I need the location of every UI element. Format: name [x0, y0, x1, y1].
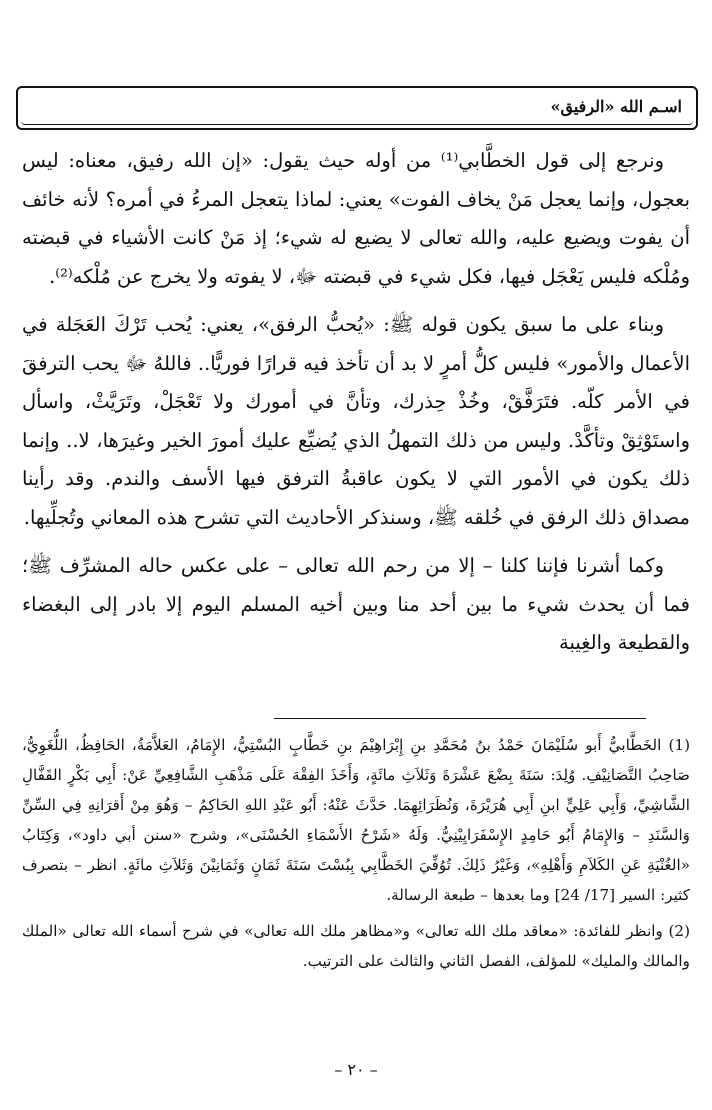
main-text	[22, 142, 690, 663]
paragraph: وبناء على ما سبق يكون قوله ﷺ: «يُحبُّ الرفق»، يعني: يُحب تَرْكَ العَجَلة في الأعمال والأمور» فليس كلُّ أمرٍ لا بد أن تأخذ فيه قرارًا فوريًّا.. فاللهُ ﷻ يحب الترفقَ في الأمر كلّه. فتَرَفَّقْ، وخُذْ حِذرك، وتأنَّ في أمورك ولا تَعْجَلْ، وتَرَيَّثْ، واسأل واستَوْثِقْ وتأكَّدْ. وليس من ذلك التمهلُ الذي يُضيِّع عليك أمورَ الخير وغيرَها، لا.. وإنما ذلك يكون في الأمور التي لا يكون عاقبةُ الترفق فيها الأسف والندم. وقد رأينا مصداق ذلك الرفق في خُلقه ﷺ، وسنذكر الأحاديث التي تشرح هذه المعاني وتُجلِّيها.	[22, 313, 690, 529]
footnotes	[22, 730, 690, 976]
running-header-frame	[16, 86, 698, 130]
footnote-2: (2) وانظر للفائدة: «معاقد ملك الله تعالى» و«مظاهر ملك الله تعالى» في شرح أسماء الله تعالى «الملك والمالك والمليك» للمؤلف، الفصل الثاني والثالث على الترتيب.	[22, 922, 690, 970]
footnote-separator	[274, 718, 646, 719]
page-number: – ٢٠ –	[334, 1060, 378, 1079]
running-title: اسـم الله «الرفيق»	[550, 97, 682, 116]
footnote-1: (1) الخَطَّابيُّ أَبو سُلَيْمَانَ حَمْدُ بنُ مُحَمَّدِ بنِ إِبْرَاهِيْمَ بنِ خَطَّابٍ البُسْتِيُّ، الإِمَامُ، العَلاَّمَةُ، الحَافِظُ، اللُّغَوِيُّ، صَاحِبُ التَّصَانِيْفِ. وُلِدَ: سَنَةَ بِضْعَ عَشْرَةَ وَثَلاَثِ مائَةٍ، وَأَخَذَ الفِقْهَ عَلَى مَذْهَبِ الشَّافِعِيِّ عَنْ: أَبِي بَكْرٍ القَفَّالِ الشَّاشِيِّ، وَأَبِي عَلِيٍّ ابنِ أَبِي هُرَيْرَةَ، وَنُظَرَائِهِمَا. حَدَّثَ عَنْهُ: أَبُو عَبْدِ اللهِ الحَاكِمُ – وَهُوَ مِنْ أَقرَانِهِ فِي السِّنِّ وَالسَّنَدِ – وَالإِمَامُ أَبُو حَامِدٍ الإِسْفَرَايِيْنِيُّ. وَلَهُ «شَرْحُ الأَسْمَاءِ الحُسْنَى»، وشرح «سنن أبي داود»، وَكِتَابُ «الغُنْيَةِ عَنِ الكَلاَمِ وَأَهْلِهِ»، وَغَيْرُ ذَلِكَ. تُوُفِّيَ الخَطَّابِي بِبُسْتَ سَنَةَ ثَمَانٍ وَثَمَانِيْنَ وَثَلاَثِ مائَةٍ. انظر – بتصرف كثير: السير [17/ 24] وما بعدها – طبعة الرسالة.	[22, 736, 690, 904]
paragraph: ونرجع إلى قول الخطَّابي⁽¹⁾ من أوله حيث يقول: «إن الله رفيق، معناه: ليس بعجول، وإنما يعجل مَنْ يخاف الفوت» يعني: لماذا يتعجل المرءُ في أمره؟ لأنه خائف أن يفوت ويضيع عليه، والله تعالى لا يضيع له شيء؛ إذ مَنْ كانت الأشياء في قبضته ومُلْكه فليس يَعْجَل فيها، فكل شيء في قبضته ﷻ، لا يفوته ولا يخرج عن مُلْكه⁽²⁾.	[22, 149, 690, 288]
paragraph: وكما أشرنا فإننا كلنا – إلا من رحم الله تعالى – على عكس حاله المشرِّف ﷺ؛ فما أن يحدث شيء ما بين أحد منا وبين أخيه المسلم اليوم إلا بادر إلى البغضاء والقطيعة والغِيبة	[22, 554, 690, 654]
